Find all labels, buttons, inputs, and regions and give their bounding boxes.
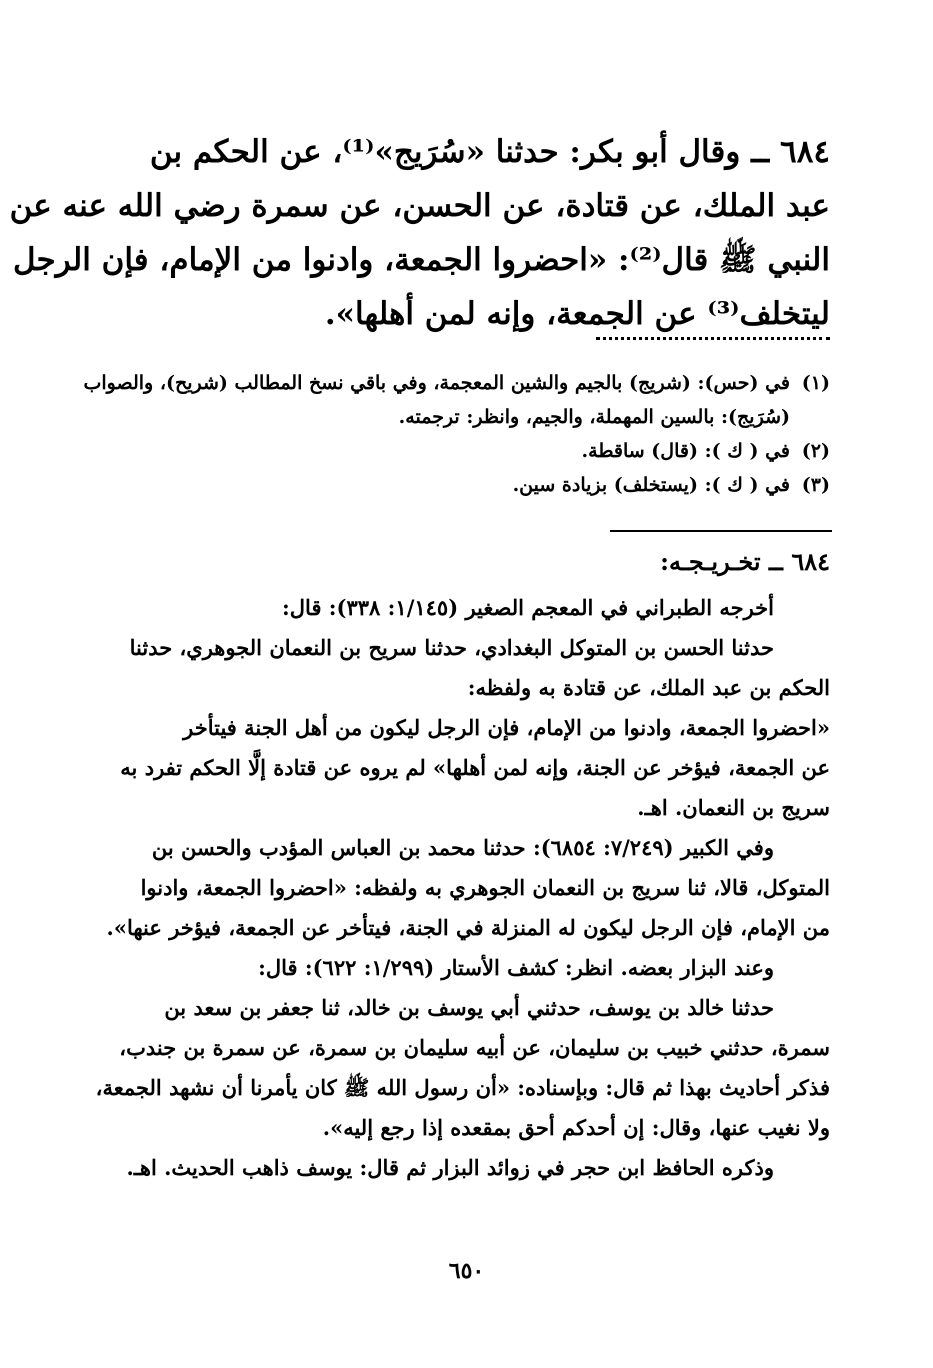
text-line: فذكر أحاديث بهذا ثم قال: وبإسناده: «أن رسول الله ﷺ كان يأمرنا أن نشهد الجمعة،: [95, 1075, 830, 1100]
text-line: من الإمام، فإن الرجل ليكون له المنزلة في الجنة، فيتأخر عن الجمعة، فيؤخر عنها».: [106, 915, 830, 940]
hadith-line: ليتخلف⁽³⁾ عن الجمعة، وإنه لمن أهلها».: [324, 296, 830, 332]
text-line: سريج بن النعمان. اهـ.: [637, 795, 830, 820]
text-line: وفي الكبير (٧/٢٤٩: ٦٨٥٤): حدثنا محمد بن العباس المؤدب والحسن بن: [151, 835, 774, 860]
footnote: [83, 366, 830, 400]
text-line: وذكره الحافظ ابن حجر في زوائد البزار ثم قال: يوسف ذاهب الحديث. اهـ.: [126, 1155, 774, 1180]
text-line: ولا نغيب عنها، وقال: إن أحدكم أحق بمقعده إذا رجع إليه».: [322, 1115, 830, 1140]
footnote-number: (٢): [801, 440, 830, 462]
hadith-line: ٦٨٤ ــ وقال أبو بكر: حدثنا «سُرَيج»⁽¹⁾، عن الحكم بن: [149, 134, 830, 170]
text-line: الحكم بن عبد الملك، عن قتادة به ولفظه:: [467, 675, 830, 700]
text-line: حدثنا خالد بن يوسف، حدثني أبي يوسف بن خالد، ثنا جعفر بن سعد بن: [164, 995, 774, 1020]
text-line: المتوكل، قالا، ثنا سريج بن النعمان الجوهري به ولفظه: «احضروا الجمعة، وادنوا: [140, 875, 830, 900]
footnote-text: في ( ك ): (يستخلف) بزيادة سين.: [512, 474, 790, 496]
text-line: «احضروا الجمعة، وادنوا من الإمام، فإن الرجل ليكون من أهل الجنة فيتأخر: [183, 715, 830, 740]
hadith-line: النبي ﷺ قال⁽²⁾: «احضروا الجمعة، وادنوا من الإمام، فإن الرجل: [13, 242, 830, 278]
text-line: سمرة، حدثني خبيب بن سليمان، عن أبيه سليمان بن سمرة، عن سمرة بن جندب،: [119, 1035, 830, 1060]
text-line: أخرجه الطبراني في المعجم الصغير (١/١٤٥: ٣٣٨): قال:: [282, 595, 774, 620]
footnote: [108, 468, 830, 502]
section-rule: [610, 530, 832, 532]
footnotes: [83, 366, 830, 502]
footnote-text: في ( ك ): (قال) ساقطة.: [581, 440, 790, 462]
page-number: ٦٥٠: [448, 1258, 485, 1284]
text-line: حدثنا الحسن بن المتوكل البغدادي، حدثنا سريح بن النعمان الجوهري، حدثنا: [129, 635, 774, 660]
footnote-number: (١): [801, 372, 830, 394]
hadith-line: عبد الملك، عن قتادة، عن الحسن، عن سمرة رضي الله عنه عن: [9, 188, 830, 224]
footnote-text: في (حس): (شريج) بالجيم والشين المعجمة، وفي باقي نسخ المطالب (شريح)، والصواب: [83, 372, 790, 394]
takhrij-body: [95, 588, 830, 1188]
text-line: وعند البزار بعضه. انظر: كشف الأستار (١/٢٩٩: ٦٢٢): قال:: [258, 955, 774, 980]
footnote-text: (سُرَيج): بالسين المهملة، والجيم، وانظر: ترجمته.: [398, 406, 790, 428]
text-line: عن الجمعة، فيؤخر عن الجنة، وإنه لمن أهلها» لم يروه عن قتادة إلَّا الحكم تفرد به: [120, 755, 830, 780]
footnote-continuation: [108, 400, 830, 434]
takhrij-heading: ٦٨٤ ــ تخـريـجـه:: [660, 547, 830, 576]
footnote-separator-dots: [596, 337, 830, 340]
footnote: [108, 434, 830, 468]
hadith-text: [9, 125, 830, 341]
footnote-number: (٣): [801, 474, 830, 496]
